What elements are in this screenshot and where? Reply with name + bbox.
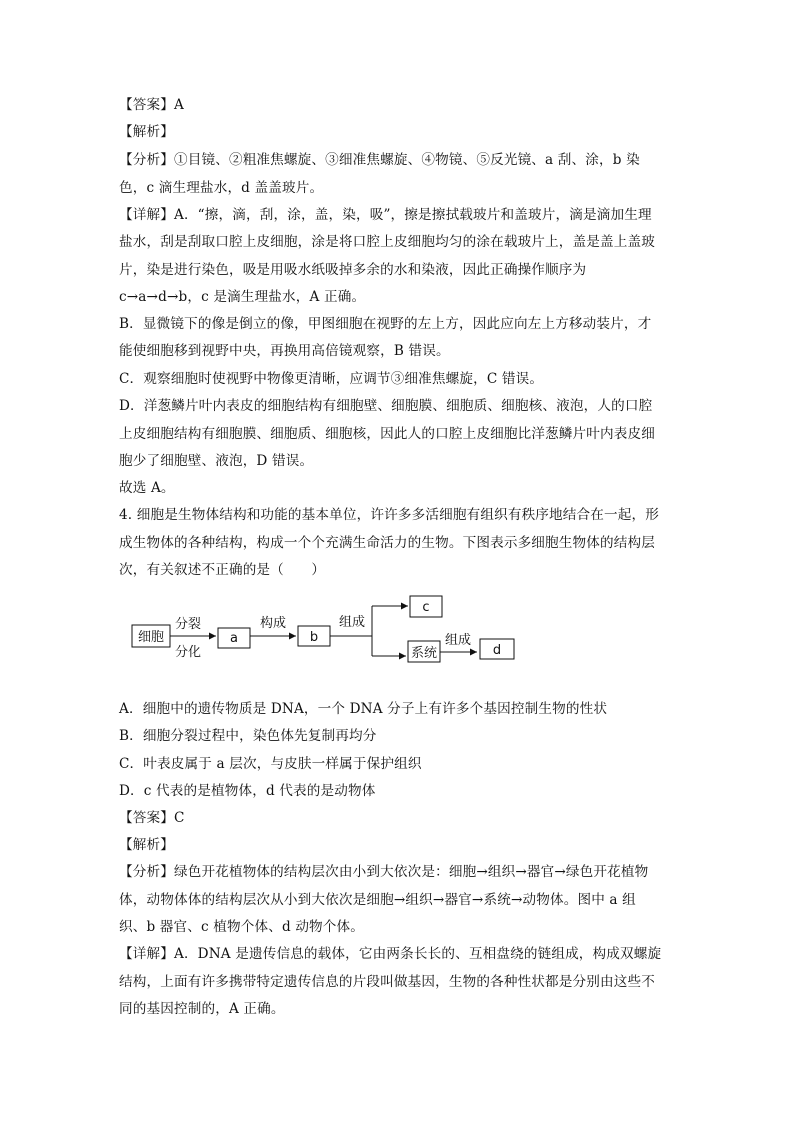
text-line: 同的基因控制的，A 正确。	[119, 1001, 285, 1017]
text-line: 体，动物体体的结构层次从小到大依次是细胞→组织→器官→系统→动物体。图中 a 组	[119, 892, 636, 908]
cell-label: 细胞	[137, 630, 165, 645]
differentiate-label: 分化	[174, 645, 202, 660]
b-label: b	[309, 630, 319, 645]
text-line: 能使细胞移到视野中央，再换用高倍镜观察，B 错误。	[119, 343, 450, 359]
text-line: 胞少了细胞壁、液泡，D 错误。	[119, 453, 314, 469]
compose-label-2: 组成	[338, 615, 366, 630]
analysis-label-1: 【解析】	[119, 124, 174, 140]
text-line: 【分析】绿色开花植物体的结构层次由小到大依次是：细胞→组织→器官→绿色开花植物	[119, 864, 649, 880]
text-line: 【分析】①目镜、②粗准焦螺旋、③细准焦螺旋、④物镜、⑤反光镜、a 刮、涂，b 染	[119, 152, 640, 168]
question-4-stem: 次，有关叙述不正确的是（ ）	[119, 562, 326, 578]
text-line: 织、b 器官、c 植物个体、d 动物个体。	[119, 919, 365, 935]
text-line: 【详解】A．“擦，滴，刮，涂，盖，染，吸”，擦是擦拭载玻片和盖玻片，滴是滴加生理	[119, 207, 652, 223]
c-label: c	[422, 600, 430, 615]
d-label: d	[492, 643, 502, 658]
text-line: 结构，上面有许多携带特定遗传信息的片段叫做基因，生物的各种性状都是分别由这些不	[119, 974, 656, 990]
compose-label-1: 构成	[259, 616, 287, 631]
answer-label-2: 【答案】C	[119, 810, 185, 826]
option-b: B．细胞分裂过程中，染色体先复制再均分	[119, 728, 377, 744]
compose-label-3: 组成	[444, 633, 472, 648]
text-line: 片，染是进行染色，吸是用吸水纸吸掉多余的水和染液，因此正确操作顺序为	[119, 262, 587, 278]
a-label: a	[230, 631, 238, 646]
text-line: 故选 A。	[119, 480, 175, 496]
text-line: 【详解】A．DNA 是遗传信息的载体，它由两条长长的、互相盘绕的链组成，构成双螺旋	[119, 946, 662, 962]
text-line: C．观察细胞时使视野中物像更清晰，应调节③细准焦螺旋，C 错误。	[119, 371, 544, 387]
text-line: 上皮细胞结构有细胞膜、细胞质、细胞核，因此人的口腔上皮细胞比洋葱鳞片叶内表皮细	[119, 426, 656, 442]
option-a: A．细胞中的遗传物质是 DNA，一个 DNA 分子上有许多个基因控制生物的性状	[119, 701, 608, 717]
answer-label-1: 【答案】A	[119, 97, 184, 113]
structure-level-diagram	[120, 586, 540, 676]
text-line: 色，c 滴生理盐水，d 盖盖玻片。	[119, 180, 324, 196]
analysis-label-2: 【解析】	[119, 837, 174, 853]
text-line: c→a→d→b，c 是滴生理盐水，A 正确。	[119, 289, 366, 305]
question-4-stem: 4. 细胞是生物体结构和功能的基本单位，许许多多活细胞有组织有秩序地结合在一起，形	[119, 507, 660, 523]
text-line: D．洋葱鳞片叶内表皮的细胞结构有细胞壁、细胞膜、细胞质、细胞核、液泡，人的口腔	[119, 398, 653, 414]
question-4-stem: 成生物体的各种结构，构成一个个充满生命活力的生物。下图表示多细胞生物体的结构层	[119, 535, 656, 551]
option-d: D．c 代表的是植物体，d 代表的是动物体	[119, 783, 376, 799]
option-c: C．叶表皮属于 a 层次，与皮肤一样属于保护组织	[119, 756, 422, 772]
system-label: 系统	[410, 646, 438, 661]
text-line: B．显微镜下的像是倒立的像，甲图细胞在视野的左上方，因此应向左上方移动装片，才	[119, 316, 652, 332]
text-line: 盐水，刮是刮取口腔上皮细胞，涂是将口腔上皮细胞均匀的涂在载玻片上，盖是盖上盖玻	[119, 234, 656, 250]
divide-label: 分裂	[174, 617, 202, 632]
